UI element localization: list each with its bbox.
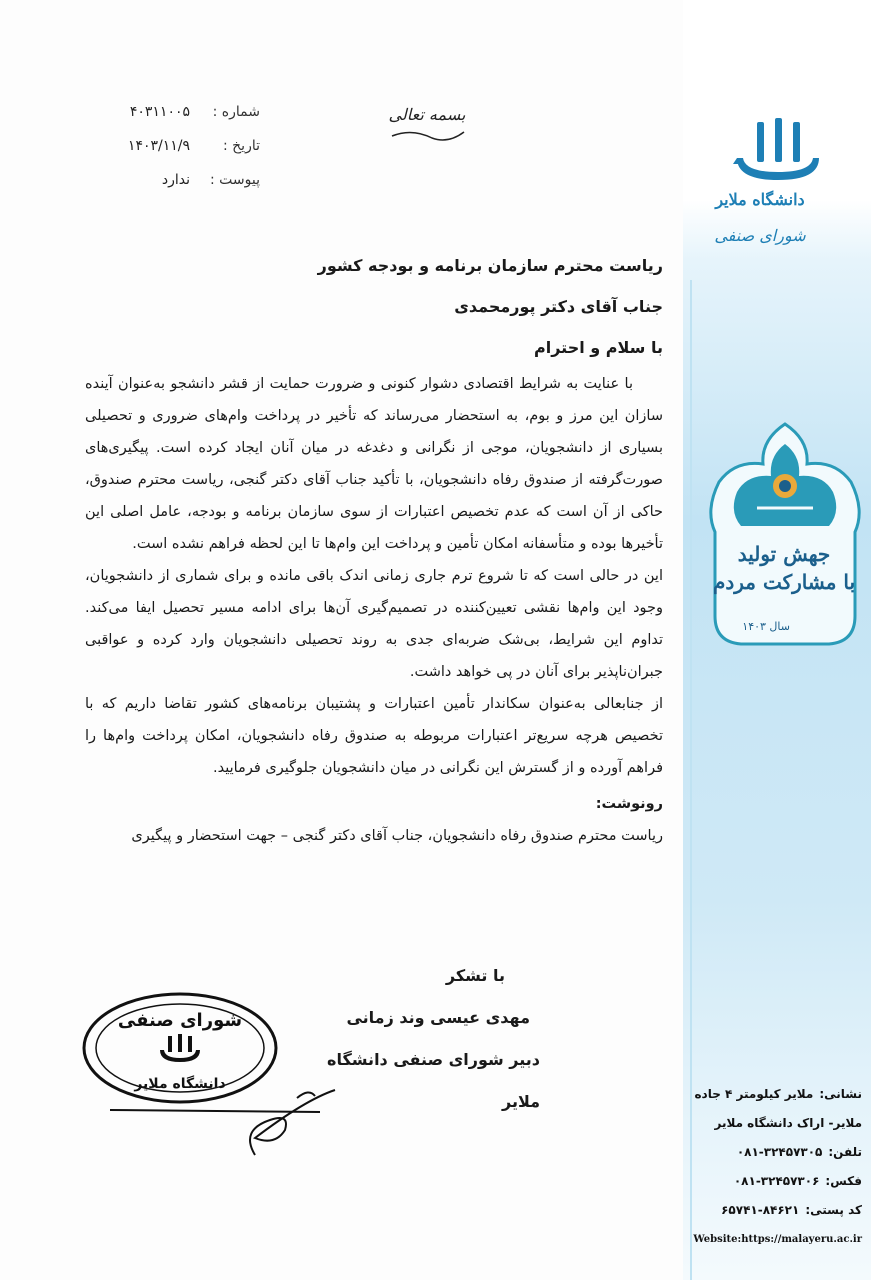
year-slogan-emblem-icon (705, 420, 865, 650)
meta-attachment-row (80, 163, 260, 197)
addressee-person: جناب آقای دکتر پورمحمدی (454, 297, 663, 316)
svg-text:دانشگاه ملایر: دانشگاه ملایر (134, 1076, 226, 1092)
attachment-label: پیوست : (210, 172, 260, 188)
emblem-slogan-line1: جهش تولید (737, 542, 831, 566)
letter-body (85, 245, 663, 852)
address-label: نشانی: (819, 1087, 862, 1101)
closing-thanks: با تشکر (445, 966, 505, 985)
meta-number-row (80, 95, 260, 129)
council-name: شورای صنفی (714, 226, 806, 245)
greeting: با سلام و احترام (534, 338, 663, 357)
university-name: دانشگاه ملایر (715, 190, 805, 209)
fax-value: ۰۸۱-۳۲۴۵۷۳۰۶ (733, 1174, 820, 1188)
fax-row (690, 1167, 862, 1196)
university-logo-icon (733, 118, 823, 190)
number-label: شماره : (212, 104, 260, 120)
emblem-slogan-line2: با مشارکت مردم (712, 570, 856, 594)
handwritten-signature (105, 1080, 345, 1160)
phone-value: ۰۸۱-۳۲۴۵۷۳۰۵ (736, 1145, 823, 1159)
letter-meta (80, 95, 260, 197)
body-paragraph: این در حالی است که تا شروع ترم جاری زمانی اندک باقی مانده و برای شماری از دانشجویان، وجود این وام‌ها نقشی تعیین‌کننده در تصمیم‌گیری آن‌ها برای ادامه مسیر تحصیل ایفا می‌کند. تداوم این شرایط، بی‌شک ضربه‌ای جدی به روند تحصیلی دانشجویان وارد کرده و عواقبی جبران‌ناپذیر برای آنان در پی خواهد داشت. (85, 568, 663, 680)
meta-date-row (80, 129, 260, 163)
date-label: تاریخ : (222, 138, 260, 154)
addressee-organization: ریاست محترم سازمان برنامه و بودجه کشور (317, 256, 663, 275)
emblem-year: سال ۱۴۰۳ (742, 620, 790, 633)
number-value: ۴۰۳۱۱۰۰۵ (129, 104, 190, 120)
svg-text:شورای صنفی: شورای صنفی (117, 1010, 243, 1031)
address-line1: ملایر کیلومتر ۴ جاده (694, 1087, 814, 1101)
cc-label: رونوشت: (595, 796, 663, 812)
signer-title: دبیر شورای صنفی دانشگاه ملایر (327, 1050, 540, 1111)
address-row-2 (690, 1109, 862, 1138)
website-link[interactable]: Website:https://malayeru.ac.ir (693, 1234, 862, 1245)
body-paragraph: با عنایت به شرایط اقتصادی دشوار کنونی و ضرورت حمایت از قشر دانشجو به‌عنوان آینده سازان این مرز و بوم، به استحضار می‌رساند که تأخیر در پرداخت وام‌های ضروری و تحصیلی بسیاری از دانشجویان، موجی از نگرانی و دغدغه در میان آنان ایجاد کرده است. پیگیری‌های صورت‌گرفته از صندوق رفاه دانشجویان، با تأکید جناب آقای دکتر گنجی، ریاست محترم صندوق، حاکی از آن است که عدم تخصیص اعتبارات از سوی سازمان برنامه و بودجه، عامل اصلی این تأخیرها بوده و متأسفانه امکان تأمین و پرداخت این وام‌ها تا این لحظه فراهم نشده است. (85, 376, 663, 552)
fax-label: فکس: (825, 1174, 862, 1188)
phone-label: تلفن: (828, 1145, 862, 1159)
date-value: ۱۴۰۳/۱۱/۹ (127, 138, 190, 154)
postal-row (690, 1196, 862, 1225)
attachment-value: ندارد (161, 172, 190, 188)
besmellah-calligraphy-icon (382, 98, 472, 148)
phone-row (690, 1138, 862, 1167)
postal-label: کد پستی: (805, 1203, 862, 1217)
cc-text: ریاست محترم صندوق رفاه دانشجویان، جناب آقای دکتر گنجی – جهت استحضار و پیگیری (131, 828, 663, 844)
contact-block (690, 1080, 862, 1254)
address-row (690, 1080, 862, 1109)
body-paragraph: از جنابعالی به‌عنوان سکاندار تأمین اعتبارات و پشتیبان برنامه‌های کشور تقاضا داریم که با تخصیص هرچه سریع‌تر اعتبارات مربوطه به صندوق رفاه دانشجویان، امکان پرداخت وام‌ها را فراهم آورده و از گسترش این نگرانی در میان دانشجویان جلوگیری فرمایید. (85, 696, 663, 776)
postal-value: ۶۵۷۴۱-۸۴۶۲۱ (721, 1203, 800, 1217)
emblem-slogan (708, 540, 860, 596)
besmellah-text: بسمه تعالی (388, 105, 466, 124)
signer-name: مهدی عیسی وند زمانی (346, 1008, 530, 1027)
address-line2: ملایر- اراک دانشگاه ملایر (714, 1116, 862, 1130)
